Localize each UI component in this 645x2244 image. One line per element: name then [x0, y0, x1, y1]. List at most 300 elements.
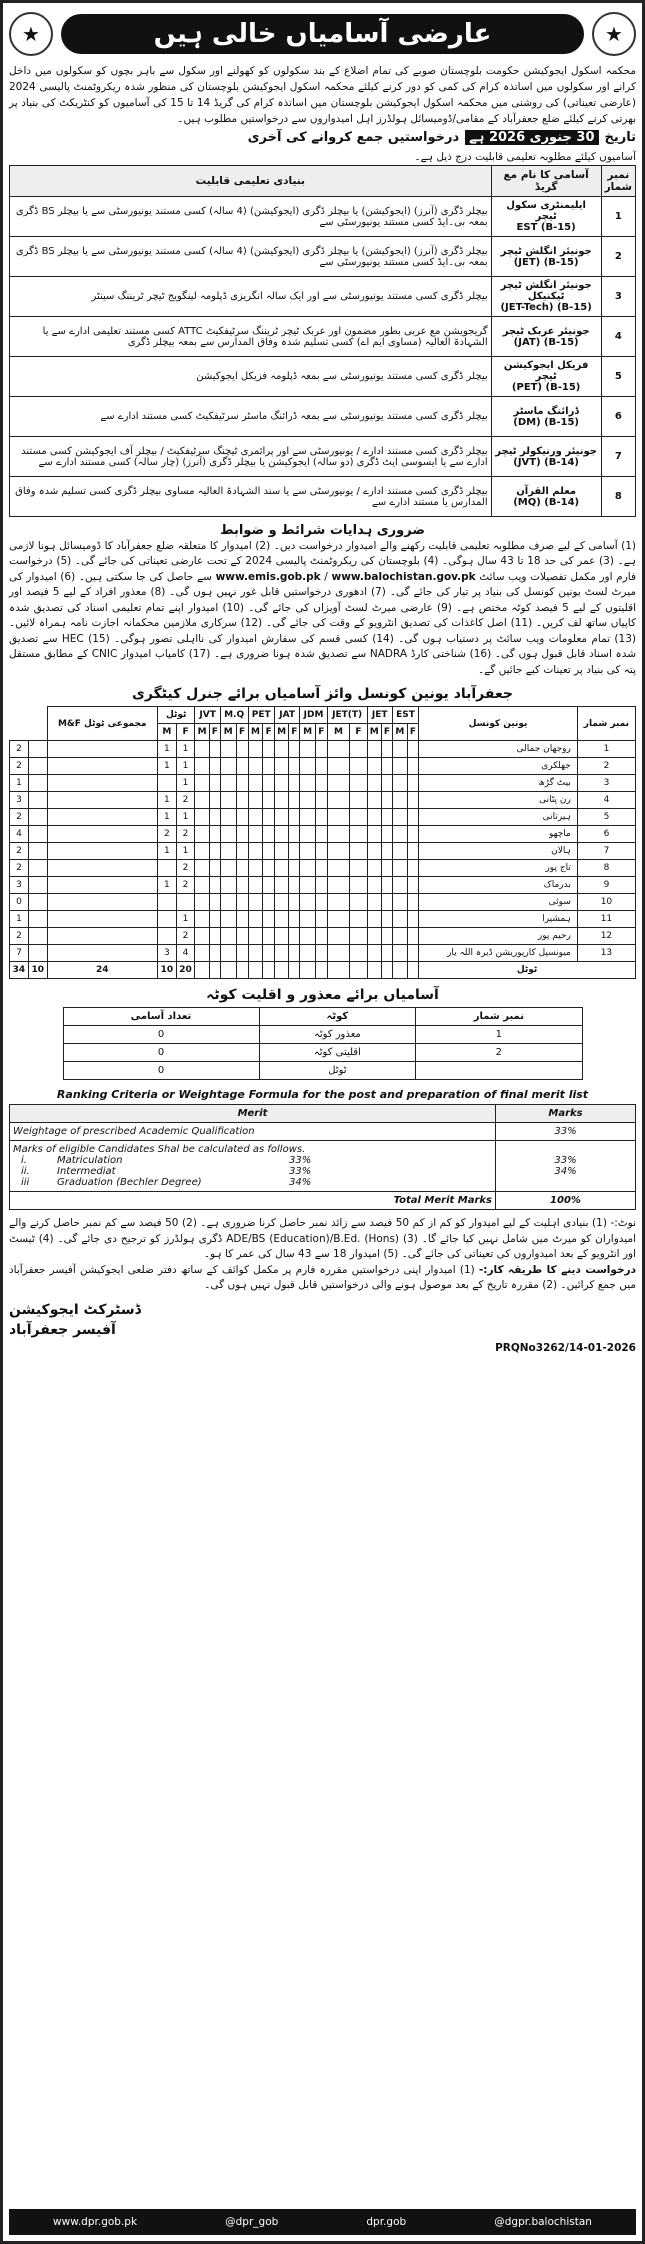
uc-cell [289, 775, 300, 792]
uc-cell [248, 758, 263, 775]
sub-header-m: M [392, 724, 407, 741]
uc-cell [157, 928, 176, 945]
table-row [10, 877, 636, 894]
uc-cell [220, 860, 236, 877]
uc-cell [327, 945, 350, 962]
uc-cell [300, 860, 316, 877]
table-row [10, 792, 636, 809]
uc-cell [176, 894, 195, 911]
uc-cell [28, 911, 47, 928]
total-cell: 10 [157, 962, 176, 979]
uc-cell: 1 [176, 758, 195, 775]
uc-cell: 2 [176, 928, 195, 945]
uc-cell [367, 877, 381, 894]
uc-cell [350, 860, 367, 877]
uc-cell [28, 741, 47, 758]
rank-item-pct: 34% [289, 1177, 312, 1188]
uc-cell [407, 843, 418, 860]
uc-cell [367, 860, 381, 877]
uc-cell [195, 758, 209, 775]
uc-cell [381, 945, 392, 962]
uc-cell [220, 792, 236, 809]
uc-cell [392, 877, 407, 894]
uc-cell [28, 928, 47, 945]
uc-cell [407, 860, 418, 877]
rank-item [13, 1166, 492, 1177]
post-name: فزیکل ایجوکیشن ٹیچر [503, 360, 589, 382]
uc-cell [209, 911, 220, 928]
uc-cell [381, 758, 392, 775]
rank-item [13, 1177, 492, 1188]
uc-cell [300, 775, 316, 792]
uc-cell [289, 860, 300, 877]
uc-cell [209, 843, 220, 860]
uc-cell [300, 911, 316, 928]
uc-cell [220, 928, 236, 945]
uc-cell [263, 758, 274, 775]
uc-cell [407, 945, 418, 962]
col-header: JVT [195, 707, 220, 724]
uc-cell [220, 945, 236, 962]
twitter-link[interactable]: @dpr_gob [225, 2216, 279, 2228]
uc-cell [315, 741, 327, 758]
total-cell: 24 [47, 962, 157, 979]
post-name: جونیئر ورنیکولر ٹیچر [495, 445, 597, 457]
uc-cell [195, 792, 209, 809]
uc-name: روجھان جمالی [419, 741, 578, 758]
uc-cell [350, 894, 367, 911]
uc-cell [327, 894, 350, 911]
uc-cell [350, 911, 367, 928]
uc-cell [367, 775, 381, 792]
post-number: 6 [601, 397, 635, 437]
total-cell [220, 962, 236, 979]
uc-cell [236, 741, 248, 758]
uc-cell [220, 843, 236, 860]
emis-link[interactable]: www.emis.gob.pk [215, 570, 321, 583]
uc-cell [47, 758, 157, 775]
sub-header-m: M [300, 724, 316, 741]
uc-cell [392, 792, 407, 809]
uc-cell [28, 843, 47, 860]
uc-cell [327, 741, 350, 758]
table-row [10, 317, 636, 357]
uc-cell [263, 741, 274, 758]
uc-name: ماچھو [419, 826, 578, 843]
uc-cell [315, 843, 327, 860]
rank-items [13, 1155, 492, 1188]
post-qualification: بیچلر ڈگری کسی مستند یونیورسٹی سے بمعہ ڈرائنگ ماسٹر سرٹیفکیٹ کسی مستند ادارے سے [10, 397, 492, 437]
uc-cell: 1 [157, 877, 176, 894]
uc-cell [392, 843, 407, 860]
uc-cell [248, 877, 263, 894]
uc-cell [381, 741, 392, 758]
uc-number: 7 [577, 843, 635, 860]
uc-cell [407, 775, 418, 792]
uc-cell [274, 741, 288, 758]
uc-cell [47, 809, 157, 826]
rank-marks-2: 33% [554, 1155, 577, 1166]
uc-cell [350, 809, 367, 826]
uc-cell [274, 894, 288, 911]
uc-cell: 2 [10, 758, 29, 775]
post-qualification: بیچلر ڈگری کسی مستند یونیورسٹی سے بمعہ ڈپلومہ فزیکل ایجوکیشن [10, 357, 492, 397]
uc-cell [289, 928, 300, 945]
table-row [10, 911, 636, 928]
post-code: (JET) (B-15) [513, 256, 579, 268]
uc-cell [236, 860, 248, 877]
uc-name: رحیم پور [419, 928, 578, 945]
rules-title: ضروری ہدایات شرائط و ضوابط [220, 523, 425, 538]
uc-cell: 3 [10, 877, 29, 894]
uc-cell [300, 928, 316, 945]
total-cell [274, 962, 288, 979]
sub-header-f: F [315, 724, 327, 741]
website-link[interactable]: www.dpr.gob.pk [53, 2216, 138, 2228]
disability-no [416, 1062, 582, 1080]
uc-cell [327, 826, 350, 843]
uc-cell [28, 809, 47, 826]
uc-cell [263, 809, 274, 826]
table-row [10, 477, 636, 517]
uc-cell [47, 826, 157, 843]
uc-cell [350, 758, 367, 775]
uc-name: ہمشیرا [419, 911, 578, 928]
uc-cell [367, 809, 381, 826]
post-number: 2 [601, 237, 635, 277]
intro-text: محکمہ اسکول ایجوکیشن حکومت بلوچستان صوبے کی تمام اضلاع کے بند سکولوں کو کھولنے اور سکول سے باہر بچوں کو سکولوں میں داخل کرانے اور سکولوں میں اساتذہ کرام کی کمی کو دور کرنے کیلئے محکمہ اسکول ایجوکیشن بلوچستان کی منظور شدہ ریکروٹمنٹ پالیسی 2024 (عارضی تعیناتی) کی روشنی میں محکمہ اسکول ایجوکیشن بلوچستان میں اساتذہ کرام کی گریڈ 14 تا 15 کی آسامیوں کو کنٹریکٹ کی بنیاد پر بھرتی کرنے کیلئے ضلع جعفرآباد کے مقامی/ڈومیسائل ہولڈرز اہل امیدواروں سے درخواستیں مطلوب ہیں۔ [9, 65, 637, 125]
table-row [63, 1026, 582, 1044]
uc-cell [248, 843, 263, 860]
post-name: ایلیمنٹری سکول ٹیچر [506, 200, 586, 222]
uc-cell [392, 911, 407, 928]
uc-cell [327, 758, 350, 775]
table-row [10, 928, 636, 945]
emblem-icon: ★ [592, 12, 636, 56]
post-number: 7 [601, 437, 635, 477]
disability-count: 0 [63, 1062, 259, 1080]
uc-number: 5 [577, 809, 635, 826]
uc-cell [392, 775, 407, 792]
uc-cell [195, 928, 209, 945]
uc-cell [381, 775, 392, 792]
total-row [10, 962, 636, 979]
rules-text-2: سے حاصل کی جا سکتی ہیں۔ (6) امیدوار کی میرٹ لسٹ یونین کونسل کی بنیاد پر تیار کی جائے گی۔ (7) ادھوری درخواستیں قابل غور نہیں ہوں گی۔ (8) معذور افراد کے لیے 5 فیصد اور اقلیتوں کے لیے 5 فیصد کوٹہ مختص ہے۔ (9) عارضی میرٹ لسٹ آویزاں کی جائے گی۔ [9, 570, 637, 614]
sub-header-f: F [407, 724, 418, 741]
uc-cell [195, 741, 209, 758]
uc-cell [392, 758, 407, 775]
uc-cell [248, 775, 263, 792]
uc-cell [220, 809, 236, 826]
rank-marks: 33% [496, 1123, 636, 1141]
sub-header-f: F [263, 724, 274, 741]
uc-cell [350, 945, 367, 962]
col-header: نمبر شمار [416, 1008, 582, 1026]
uc-cell: 1 [157, 792, 176, 809]
uc-cell [28, 775, 47, 792]
col-header: JDM [300, 707, 327, 724]
table-row [10, 277, 636, 317]
post-name-cell [491, 197, 601, 237]
total-cell [327, 962, 350, 979]
col-header: Merit [10, 1105, 496, 1123]
uc-cell: 2 [176, 860, 195, 877]
uc-cell [350, 928, 367, 945]
table-row [10, 809, 636, 826]
uc-cell [274, 775, 288, 792]
uc-cell [47, 792, 157, 809]
sub-header-f: F [176, 724, 195, 741]
uc-cell [300, 758, 316, 775]
uc-cell [248, 792, 263, 809]
social-bar [9, 2209, 636, 2235]
uc-cell [209, 928, 220, 945]
uc-cell [47, 928, 157, 945]
rank-item-label: Intermediat [57, 1166, 116, 1177]
uc-cell [381, 826, 392, 843]
emblem-icon: ★ [9, 12, 53, 56]
uc-cell [300, 792, 316, 809]
uc-cell [289, 741, 300, 758]
uc-cell [350, 877, 367, 894]
uc-cell [248, 741, 263, 758]
uc-cell [28, 877, 47, 894]
post-code: (DM) (B-15) [513, 416, 579, 428]
uc-cell [407, 826, 418, 843]
uc-cell [248, 826, 263, 843]
table-row [10, 945, 636, 962]
uc-cell [300, 945, 316, 962]
uc-number: 1 [577, 741, 635, 758]
post-name: معلم القرآن [516, 485, 577, 497]
table-row [10, 826, 636, 843]
post-number: 4 [601, 317, 635, 357]
uc-cell: 2 [10, 928, 29, 945]
uc-cell [274, 860, 288, 877]
post-qualification: بیچلر ڈگری کسی مستند ادارے / یونیورسٹی سے یا سند الشہادۃ العالیہ مساوی بیچلر ڈگری کسی تسلیم شدہ وفاق المدارس یا مستند ادارے سے [10, 477, 492, 517]
post-name: جونیئر عربک ٹیچر [502, 325, 590, 337]
uc-name: میونسپل کارپوریشن ڈیرہ اللہ یار [419, 945, 578, 962]
uc-cell [236, 928, 248, 945]
uc-cell [236, 792, 248, 809]
uc-cell [47, 945, 157, 962]
col-header: یونین کونسل [419, 707, 578, 741]
header [9, 9, 636, 59]
disability-title: آسامیاں برائے معذور و اقلیت کوٹہ [206, 987, 439, 1003]
uc-cell [315, 809, 327, 826]
uc-cell [209, 792, 220, 809]
post-qualification: گریجویشن مع عربی بطور مضمون اور عربک ٹیچر ٹریننگ سرٹیفکیٹ ATTC کسی مستند تعلیمی ادارے سے یا الشہادۃ العالیہ (مساوی ایم اے) کسی تسلیم شدہ وفاق المدارس سے بمعہ بیچلر ڈگری [10, 317, 492, 357]
prq-number: PRQNo3262/14-01-2026 [495, 1341, 636, 1354]
uc-cell [236, 775, 248, 792]
uc-cell [274, 928, 288, 945]
table-row [10, 237, 636, 277]
uc-cell [28, 860, 47, 877]
balochistan-link[interactable]: www.balochistan.gov.pk [331, 570, 476, 583]
uc-cell [248, 945, 263, 962]
uc-cell [381, 877, 392, 894]
uc-cell: 1 [10, 775, 29, 792]
uc-number: 4 [577, 792, 635, 809]
post-name-cell [491, 397, 601, 437]
total-label: ٹوٹل [419, 962, 636, 979]
sub-header-f: F [350, 724, 367, 741]
sub-header-f: F [209, 724, 220, 741]
total-cell [195, 962, 209, 979]
uc-cell [263, 826, 274, 843]
facebook-link[interactable]: dpr.gob [366, 2216, 407, 2228]
uc-cell: 1 [176, 809, 195, 826]
post-qualification: بیچلر ڈگری (آنرز) (ایجوکیشن) یا بیچلر ڈگری (ایجوکیشن) (4 سالہ) کسی مستند یونیورسٹی سے یا بیچلر BS ڈگری بمعہ بی۔ایڈ کسی مستند یونیورسٹی سے [10, 237, 492, 277]
rank-cell: Weightage of prescribed Academic Qualification [10, 1123, 496, 1141]
table-row [10, 357, 636, 397]
uc-cell [350, 741, 367, 758]
uc-cell [274, 758, 288, 775]
uc-cell [289, 758, 300, 775]
post-name: جونیئر انگلش ٹیچر ٹیکنیکل [500, 280, 592, 302]
total-cell [367, 962, 381, 979]
uc-cell [47, 894, 157, 911]
uc-cell [236, 758, 248, 775]
uc-number: 13 [577, 945, 635, 962]
disability-quota: ٹوٹل [259, 1062, 416, 1080]
table-row [10, 741, 636, 758]
post-qualification: بیچلر ڈگری کسی مستند یونیورسٹی سے اور ایک سالہ انگریزی ڈپلومہ لینگویج ٹیچر ٹریننگ سینٹر [10, 277, 492, 317]
table-row [10, 894, 636, 911]
uc-cell [236, 843, 248, 860]
uc-cell [220, 775, 236, 792]
uc-cell [236, 809, 248, 826]
rank-marks-3: 34% [554, 1166, 577, 1177]
uc-cell [209, 741, 220, 758]
total-cell: 34 [10, 962, 29, 979]
uc-cell [220, 877, 236, 894]
uc-cell [367, 741, 381, 758]
rank-row2: Marks of eligible Candidates Shal be calculated as follows. [13, 1144, 306, 1155]
uc-cell [300, 741, 316, 758]
table-row [10, 397, 636, 437]
uc-cell [381, 894, 392, 911]
table-row [10, 775, 636, 792]
sub-header-m: M [327, 724, 350, 741]
uc-cell [274, 877, 288, 894]
uc-cell [47, 775, 157, 792]
uc-cell [274, 792, 288, 809]
uc-cell [263, 792, 274, 809]
post-code: (JET-Tech) (B-15) [500, 302, 592, 313]
uc-name: تاج پور [419, 860, 578, 877]
sub-header-f: F [289, 724, 300, 741]
uc-cell [367, 911, 381, 928]
uc-cell [28, 826, 47, 843]
uc-cell [350, 792, 367, 809]
uc-cell [315, 860, 327, 877]
uc-cell [289, 945, 300, 962]
uc-cell [274, 826, 288, 843]
rank-item-label: Graduation (Bechler Degree) [57, 1177, 202, 1188]
uc-cell [28, 945, 47, 962]
disability-count: 0 [63, 1044, 259, 1062]
uc-cell [315, 945, 327, 962]
post-name-cell [491, 357, 601, 397]
uc-cell [157, 860, 176, 877]
table-row [10, 197, 636, 237]
uc-cell [47, 911, 157, 928]
uc-cell [315, 758, 327, 775]
uc-cell [289, 894, 300, 911]
uc-cell [274, 945, 288, 962]
uc-name: ہالان [419, 843, 578, 860]
uc-cell: 1 [157, 809, 176, 826]
post-name: ڈرائنگ ماسٹر [513, 405, 579, 417]
rank-marks [496, 1141, 636, 1192]
uc-cell [315, 826, 327, 843]
post-qualification: بیچلر ڈگری کسی مستند ادارے / یونیورسٹی سے اور پرائمری ٹیچنگ سرٹیفکیٹ / بیچلر آف ایجوکیشن کسی مستند ادارے سے یا ایسوسی ایٹ ڈگری (دو سالہ) ایجوکیشن یا بیچلر ڈگری (آنرز) (چار سالہ) کسی مستند ادارے سے [10, 437, 492, 477]
uc-cell [327, 860, 350, 877]
rules-text-4: پر دستیاب ہوں گی۔ (14) کسی قسم کی سفارش امیدوار کی نااہلی تصور ہوگی۔ (15) HEC سے تصدیق شدہ اسناد قابل قبول ہوں گی۔ (16) شناختی کارڈ NADRA سے تصدیق شدہ ہونا ضروری ہے۔ (17) کامیاب امیدوار CNIC کے مطابق مستقل پتہ کی بنیاد پر تعینات کیے جائیں گے۔ [9, 632, 637, 676]
uc-cell [367, 843, 381, 860]
post-name-cell [491, 277, 601, 317]
uc-table-title: جعفرآباد یونین کونسل وائز آسامیاں برائے جنرل کیٹگری [132, 686, 513, 702]
sub-header-f: F [381, 724, 392, 741]
uc-cell [209, 826, 220, 843]
col-header: ٹوٹل [157, 707, 194, 724]
table-row [10, 1141, 636, 1192]
uc-number: 3 [577, 775, 635, 792]
uc-name: ہیرتانی [419, 809, 578, 826]
uc-cell [195, 775, 209, 792]
uc-cell [350, 843, 367, 860]
uc-cell [392, 860, 407, 877]
uc-cell [195, 945, 209, 962]
post-code: (PET) (B-15) [511, 382, 581, 393]
posts-table [9, 165, 636, 517]
uc-cell [195, 826, 209, 843]
uc-cell [392, 894, 407, 911]
uc-cell [315, 928, 327, 945]
uc-cell [195, 860, 209, 877]
uc-cell [236, 877, 248, 894]
uc-cell [28, 894, 47, 911]
rules-text-3: (10) امیدوار اپنے تمام تعلیمی اسناد کی تصدیق شدہ کاپیاں ساتھ لف کریں۔ (11) اصل کاغذات کی تصدیق انٹرویو کے وقت کی جائے گی۔ (12) سرکاری ملازمین محکمانہ اجازت نامہ ہمراہ لائیں۔ (13) تمام معلومات ویب سائٹ [9, 601, 637, 645]
uc-cell [195, 843, 209, 860]
signature-block [9, 1300, 636, 1340]
uc-cell [220, 741, 236, 758]
deadline-label: درخواستیں جمع کروانے کی آخری [247, 130, 460, 145]
uc-cell [28, 758, 47, 775]
uc-cell [209, 945, 220, 962]
instagram-link[interactable]: @dgpr.balochistan [494, 2216, 592, 2228]
uc-cell [315, 911, 327, 928]
uc-cell [407, 758, 418, 775]
uc-cell [209, 894, 220, 911]
uc-cell [350, 826, 367, 843]
uc-cell [315, 792, 327, 809]
uc-cell: 2 [10, 741, 29, 758]
total-cell [300, 962, 316, 979]
post-name-cell [491, 237, 601, 277]
post-code: EST (B-15) [516, 222, 576, 233]
uc-cell [392, 826, 407, 843]
post-name-cell [491, 477, 601, 517]
uc-cell [407, 894, 418, 911]
rank-item-pct: 33% [289, 1155, 312, 1166]
uc-cell [367, 945, 381, 962]
uc-cell: 7 [10, 945, 29, 962]
sub-header-m: M [248, 724, 263, 741]
uc-cell [236, 911, 248, 928]
uc-name: جھلکری [419, 758, 578, 775]
